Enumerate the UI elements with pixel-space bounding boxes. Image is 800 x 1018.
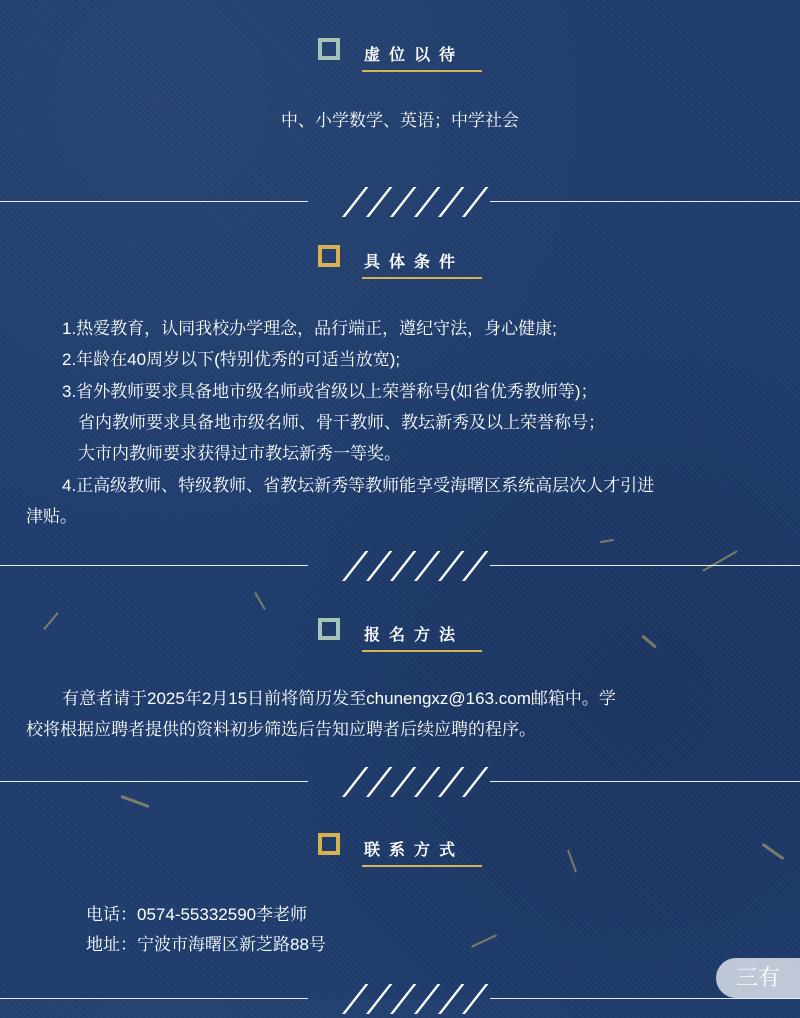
section-header-apply xyxy=(0,618,800,658)
slash-decoration xyxy=(320,765,480,799)
title-underline xyxy=(362,70,482,72)
section-divider xyxy=(0,549,800,585)
divider-line-left xyxy=(0,201,308,202)
apply-line: 有意者请于2025年2月15日前将简历发至chunengxz@163.com邮箱中。学 xyxy=(62,689,616,708)
requirement-line: 3.省外教师要求具备地市级名师或省级以上荣誉称号(如省优秀教师等)； xyxy=(62,382,598,401)
square-icon xyxy=(318,833,340,855)
requirement-line: 4.正高级教师、特级教师、省教坛新秀等教师能享受海曙区系统高层次人才引进 xyxy=(62,476,655,495)
section-header-contact xyxy=(0,833,800,873)
section-title: 联系方式 xyxy=(364,842,465,859)
divider-line-right xyxy=(490,201,800,202)
requirement-line: 省内教师要求具备地市级名师、骨干教师、教坛新秀及以上荣誉称号； xyxy=(78,413,605,432)
section-divider xyxy=(0,765,800,801)
divider-line-left xyxy=(0,565,308,566)
divider-line-right xyxy=(490,781,800,782)
slash-decoration xyxy=(320,982,480,1016)
square-icon xyxy=(318,38,340,60)
square-icon xyxy=(318,618,340,640)
section-header-requirements xyxy=(0,245,800,285)
vacancies-text: 中、小学数学、英语；中学社会 xyxy=(281,111,519,130)
section-title: 报名方法 xyxy=(364,627,465,644)
divider-line-left xyxy=(0,781,308,782)
texture-speck xyxy=(254,592,266,610)
title-underline xyxy=(362,865,482,867)
title-underline xyxy=(362,650,482,652)
requirement-line: 津贴。 xyxy=(26,507,77,526)
section-header-vacancies xyxy=(0,38,800,78)
contact-phone: 电话：0574-55332590李老师 xyxy=(86,905,308,924)
texture-speck xyxy=(471,934,497,948)
section-divider xyxy=(0,982,800,1018)
requirement-line: 2.年龄在40周岁以下(特别优秀的可适当放宽); xyxy=(62,350,401,369)
requirement-line: 1.热爱教育，认同我校办学理念，品行端正，遵纪守法，身心健康; xyxy=(62,319,557,338)
slash-decoration xyxy=(320,185,480,219)
section-title: 具体条件 xyxy=(364,254,465,271)
title-underline xyxy=(362,277,482,279)
texture-speck xyxy=(600,539,614,543)
apply-line: 校将根据应聘者提供的资料初步筛选后告知应聘者后续应聘的程序。 xyxy=(26,720,536,739)
square-icon xyxy=(318,245,340,267)
slash-decoration xyxy=(320,549,480,583)
contact-address: 地址：宁波市海曙区新芝路88号 xyxy=(86,935,326,954)
divider-line-right xyxy=(490,565,800,566)
section-title: 虚位以待 xyxy=(364,47,465,64)
requirement-line: 大市内教师要求获得过市教坛新秀一等奖。 xyxy=(78,444,401,463)
floating-badge[interactable]: 三有 xyxy=(716,958,800,998)
section-divider xyxy=(0,185,800,221)
